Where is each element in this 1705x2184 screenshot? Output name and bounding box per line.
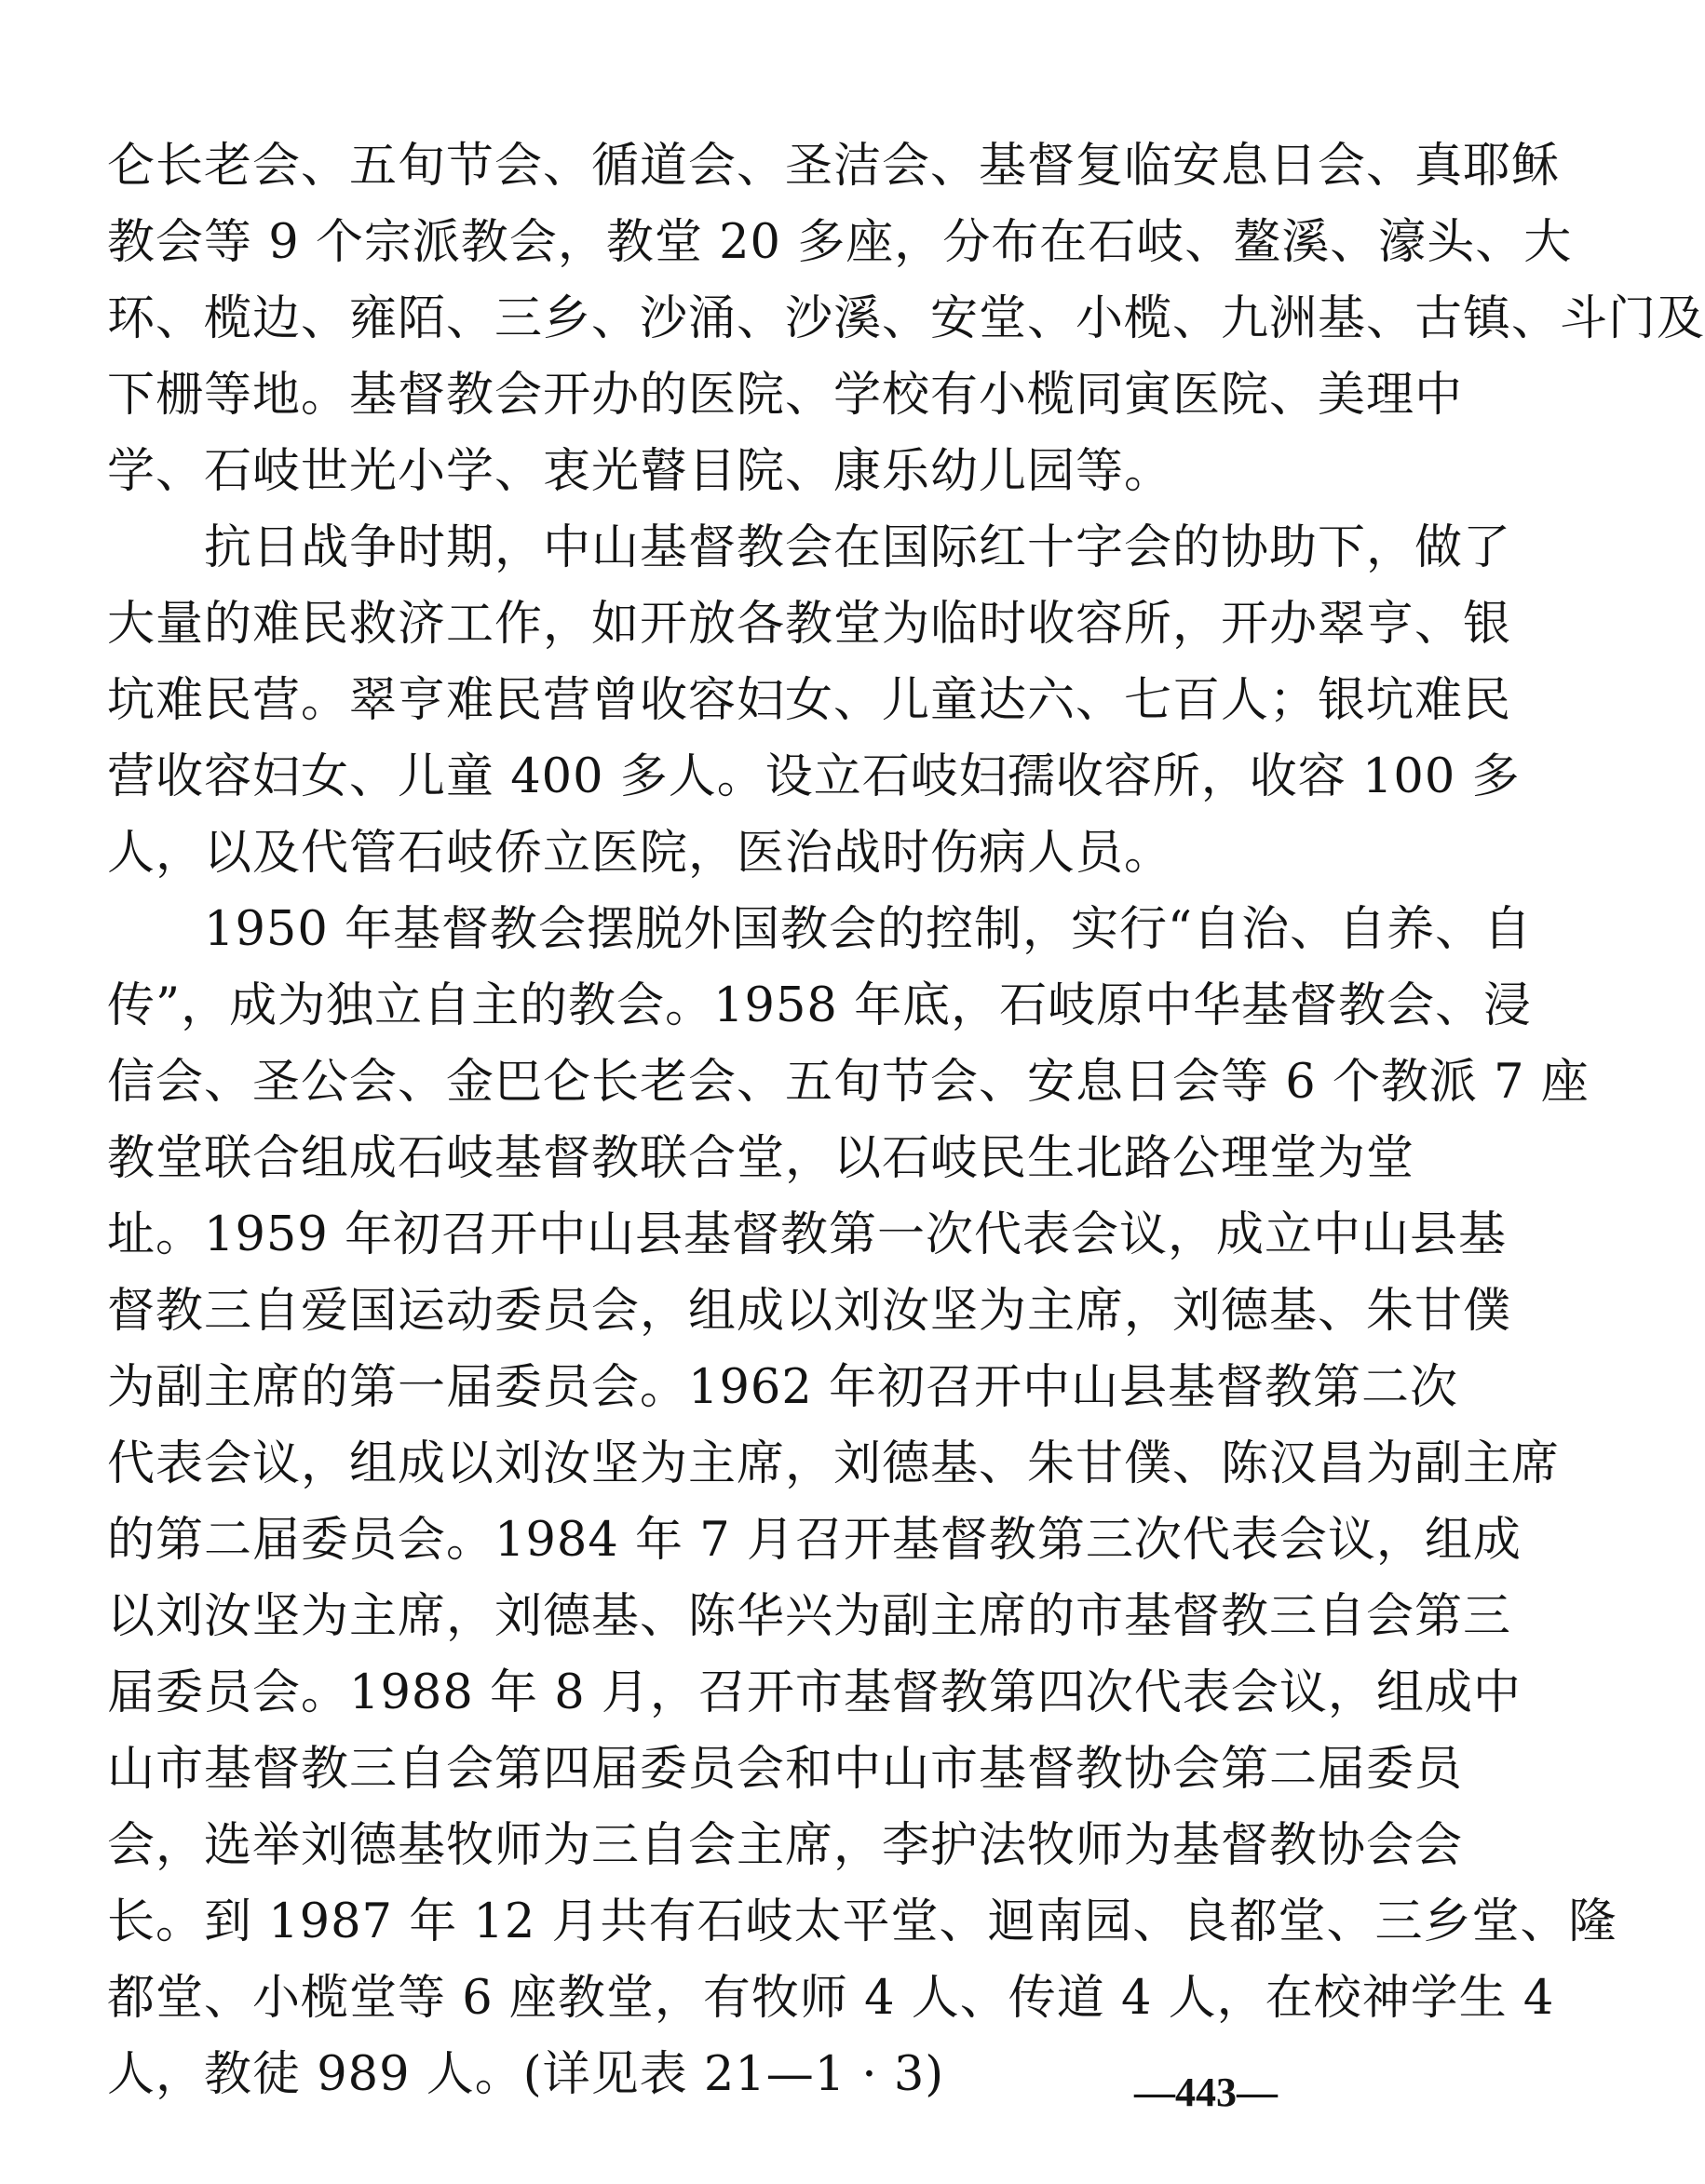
text-line: 人，以及代管石岐侨立医院，医治战时伤病人员。: [107, 826, 1173, 881]
text-line: 人，教徒 989 人。(详见表 21—1 · 3): [107, 2047, 945, 2102]
text-line: 教会等 9 个宗派教会，教堂 20 多座，分布在石岐、鳌溪、濠头、大: [107, 215, 1573, 270]
text-line: 为副主席的第一届委员会。1962 年初召开中山县基督教第二次: [107, 1360, 1459, 1415]
text-line: 址。1959 年初召开中山县基督教第一次代表会议，成立中山县基: [107, 1207, 1508, 1262]
text-line: 1950 年基督教会摆脱外国教会的控制，实行“自治、自养、自: [107, 902, 1533, 957]
text-line: 督教三自爱国运动委员会，组成以刘汝坚为主席，刘德基、朱甘僕: [107, 1284, 1512, 1339]
text-line: 抗日战争时期，中山基督教会在国际红十字会的协助下，做了: [107, 520, 1512, 575]
text-line: 都堂、小榄堂等 6 座教堂，有牧师 4 人、传道 4 人，在校神学生 4: [107, 1971, 1555, 2026]
text-line: 传”，成为独立自主的教会。1958 年底，石岐原中华基督教会、浸: [107, 978, 1533, 1033]
text-line: 山市基督教三自会第四届委员会和中山市基督教协会第二届委员: [107, 1742, 1464, 1797]
text-line: 学、石岐世光小学、衷光瞽目院、康乐幼儿园等。: [107, 444, 1173, 499]
text-line: 大量的难民救济工作，如开放各教堂为临时收容所，开办翠亨、银: [107, 597, 1512, 652]
page-number: —443—: [1134, 2069, 1278, 2115]
text-line: 会，选举刘德基牧师为三自会主席，李护法牧师为基督教协会会: [107, 1818, 1464, 1873]
text-line: 坑难民营。翠亨难民营曾收容妇女、儿童达六、七百人；银坑难民: [107, 673, 1512, 728]
text-line: 代表会议，组成以刘汝坚为主席，刘德基、朱甘僕、陈汉昌为副主席: [107, 1436, 1561, 1491]
text-line: 仑长老会、五旬节会、循道会、圣洁会、基督复临安息日会、真耶稣: [107, 139, 1561, 194]
text-line: 教堂联合组成石岐基督教联合堂，以石岐民生北路公理堂为堂: [107, 1131, 1415, 1186]
text-line: 环、榄边、雍陌、三乡、沙涌、沙溪、安堂、小榄、九洲基、古镇、斗门及: [107, 291, 1705, 346]
body-text: [107, 128, 1705, 2113]
text-line: 营收容妇女、儿童 400 多人。设立石岐妇孺收容所，收容 100 多: [107, 749, 1521, 804]
text-line: 以刘汝坚为主席，刘德基、陈华兴为副主席的市基督教三自会第三: [107, 1589, 1512, 1644]
text-line: 的第二届委员会。1984 年 7 月召开基督教第三次代表会议，组成: [107, 1513, 1522, 1568]
text-line: 下栅等地。基督教会开办的医院、学校有小榄同寅医院、美理中: [107, 368, 1464, 423]
text-line: 长。到 1987 年 12 月共有石岐太平堂、迴南园、良都堂、三乡堂、隆: [107, 1894, 1617, 1949]
text-line: 届委员会。1988 年 8 月，召开市基督教第四次代表会议，组成中: [107, 1665, 1522, 1720]
text-line: 信会、圣公会、金巴仑长老会、五旬节会、安息日会等 6 个教派 7 座: [107, 1055, 1590, 1110]
